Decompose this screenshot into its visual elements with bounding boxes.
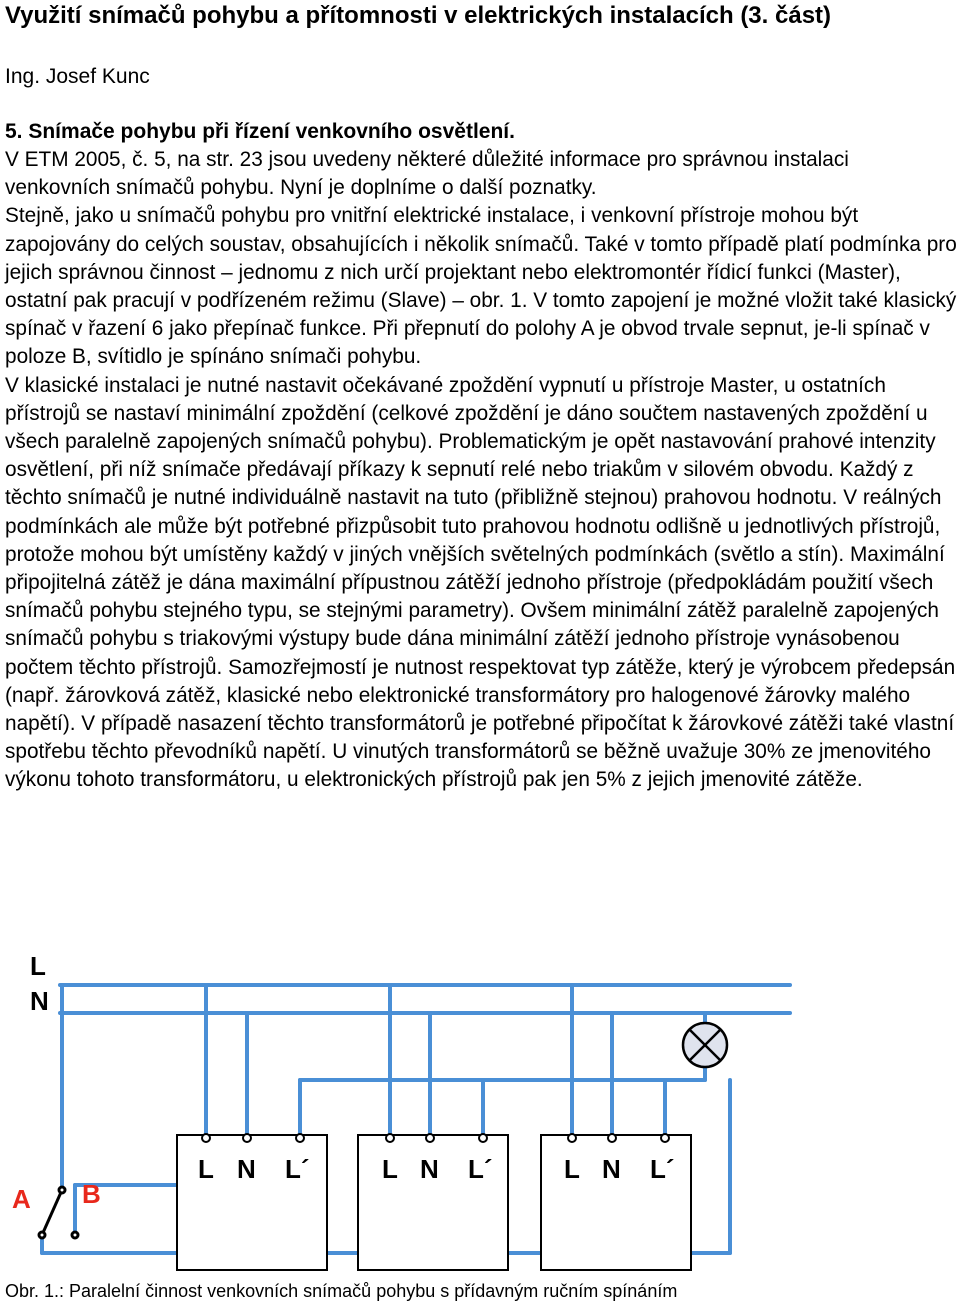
document-title: Využití snímačů pohybu a přítomnosti v elektrických instalacích (3. část) — [5, 2, 832, 29]
paragraph: V klasické instalaci je nutné nastavit očekávané zpoždění vypnutí u přístroje Master, u ostatních přístrojů se nastaví minimální zpoždění (celkové zpoždění je dáno součtem nastavených zpoždění u všech paralelně zapojených snímačů pohybu). Problematickým je opět nastavování prahové intenzity osvětlení, při níž snímače předávají příkazy k sepnutí relé nebo triakům v silovém obvodu. Každý z těchto snímačů je nutné individuálně nastavit na tuto (přibližně stejnou) prahovou hodnotu. V reálných podmínkách ale může být potřebné přizpůsobit tuto prahovou hodnotu odlišně u jednotlivých přístrojů, protože mohou být umístěny každý v jiných vnějších světelných podmínkách (světlo a stín). Maximální připojitelná zátěž je dána maximální přípustnou zátěží jednoho přístroje (předpokládám použití všech snímačů pohybu stejného typu, se stejnými parametry). Ovšem minimální zátěž paralelně zapojených snímačů pohybu s triakovými výstupy bude dána minimální zátěží jednoho přístroje vynásobenou počtem těchto přístrojů. Samozřejmostí je nutnost respektovat typ zátěže, který je výrobcem předepsán (např. žárovková zátěž, klasické nebo elektronické transformátory pro halogenové žárovky malého napětí). V případě nasazení těchto transformátorů je potřebné připočítat k žárovkové zátěži také vlastní spotřebu těchto převodníků napětí. U vinutých transformátorů se běžně uvažuje 30% ze jmenovitého výkonu tohoto transformátoru, u elektronických přístrojů pak jen 5% z jejich jmenovité zátěže. — [5, 373, 956, 792]
terminal-label: L — [564, 1154, 580, 1184]
terminal — [568, 1134, 576, 1142]
line-label: L — [30, 951, 46, 981]
terminal-label: L´ — [650, 1154, 675, 1184]
paragraph: V ETM 2005, č. 5, na str. 23 jsou uvedeny některé důležité informace pro správnou instalaci venkovních snímačů pohybu. Nyní je doplníme o další poznatky. — [5, 148, 849, 200]
author-name: Ing. Josef Kunc — [5, 65, 150, 88]
terminal — [426, 1134, 434, 1142]
neutral-label: N — [30, 986, 49, 1016]
terminal-label: N — [237, 1154, 256, 1184]
terminal — [243, 1134, 251, 1142]
switch-pivot — [59, 1187, 65, 1193]
terminal-label: L´ — [285, 1154, 310, 1184]
terminal — [479, 1134, 487, 1142]
terminal-label: L — [198, 1154, 214, 1184]
terminal — [661, 1134, 669, 1142]
figure-caption: Obr. 1.: Paralelní činnost venkovních snímačů pohybu s přídavným ručním spínáním — [5, 1281, 678, 1301]
wiring-diagram — [0, 935, 800, 1275]
switch-contact-b — [72, 1232, 78, 1238]
terminal-label: L´ — [468, 1154, 493, 1184]
terminal — [608, 1134, 616, 1142]
terminal — [296, 1134, 304, 1142]
terminal-label: L — [382, 1154, 398, 1184]
switch-lever — [42, 1190, 62, 1235]
terminal — [386, 1134, 394, 1142]
switch-contact-a — [39, 1232, 45, 1238]
paragraph: Stejně, jako u snímačů pohybu pro vnitřní elektrické instalace, i venkovní přístroje mohou být zapojovány do celých soustav, obsahujících i několik snímačů. Také v tomto případě platí podmínka pro jejich správnou činnost – jednomu z nich určí projektant nebo elektromontér řídicí funkci (Master), ostatní pak pracují v podřízeném režimu (Slave) – obr. 1. V tomto zapojení je možné vložit také klasický spínač v řazení 6 jako přepínač funkce. Při přepnutí do polohy A je obvod trvale sepnut, je-li spínač v poloze B, svítidlo je spínáno snímači pohybu. — [5, 204, 957, 369]
section-heading: 5. Snímače pohybu při řízení venkovního osvětlení. — [5, 120, 515, 143]
terminal-label: N — [420, 1154, 439, 1184]
switch-label-a: A — [12, 1184, 31, 1214]
terminal — [202, 1134, 210, 1142]
switch-label-b: B — [82, 1179, 101, 1209]
lamp-icon — [683, 1023, 727, 1067]
terminal-label: N — [602, 1154, 621, 1184]
body-text — [5, 146, 957, 795]
